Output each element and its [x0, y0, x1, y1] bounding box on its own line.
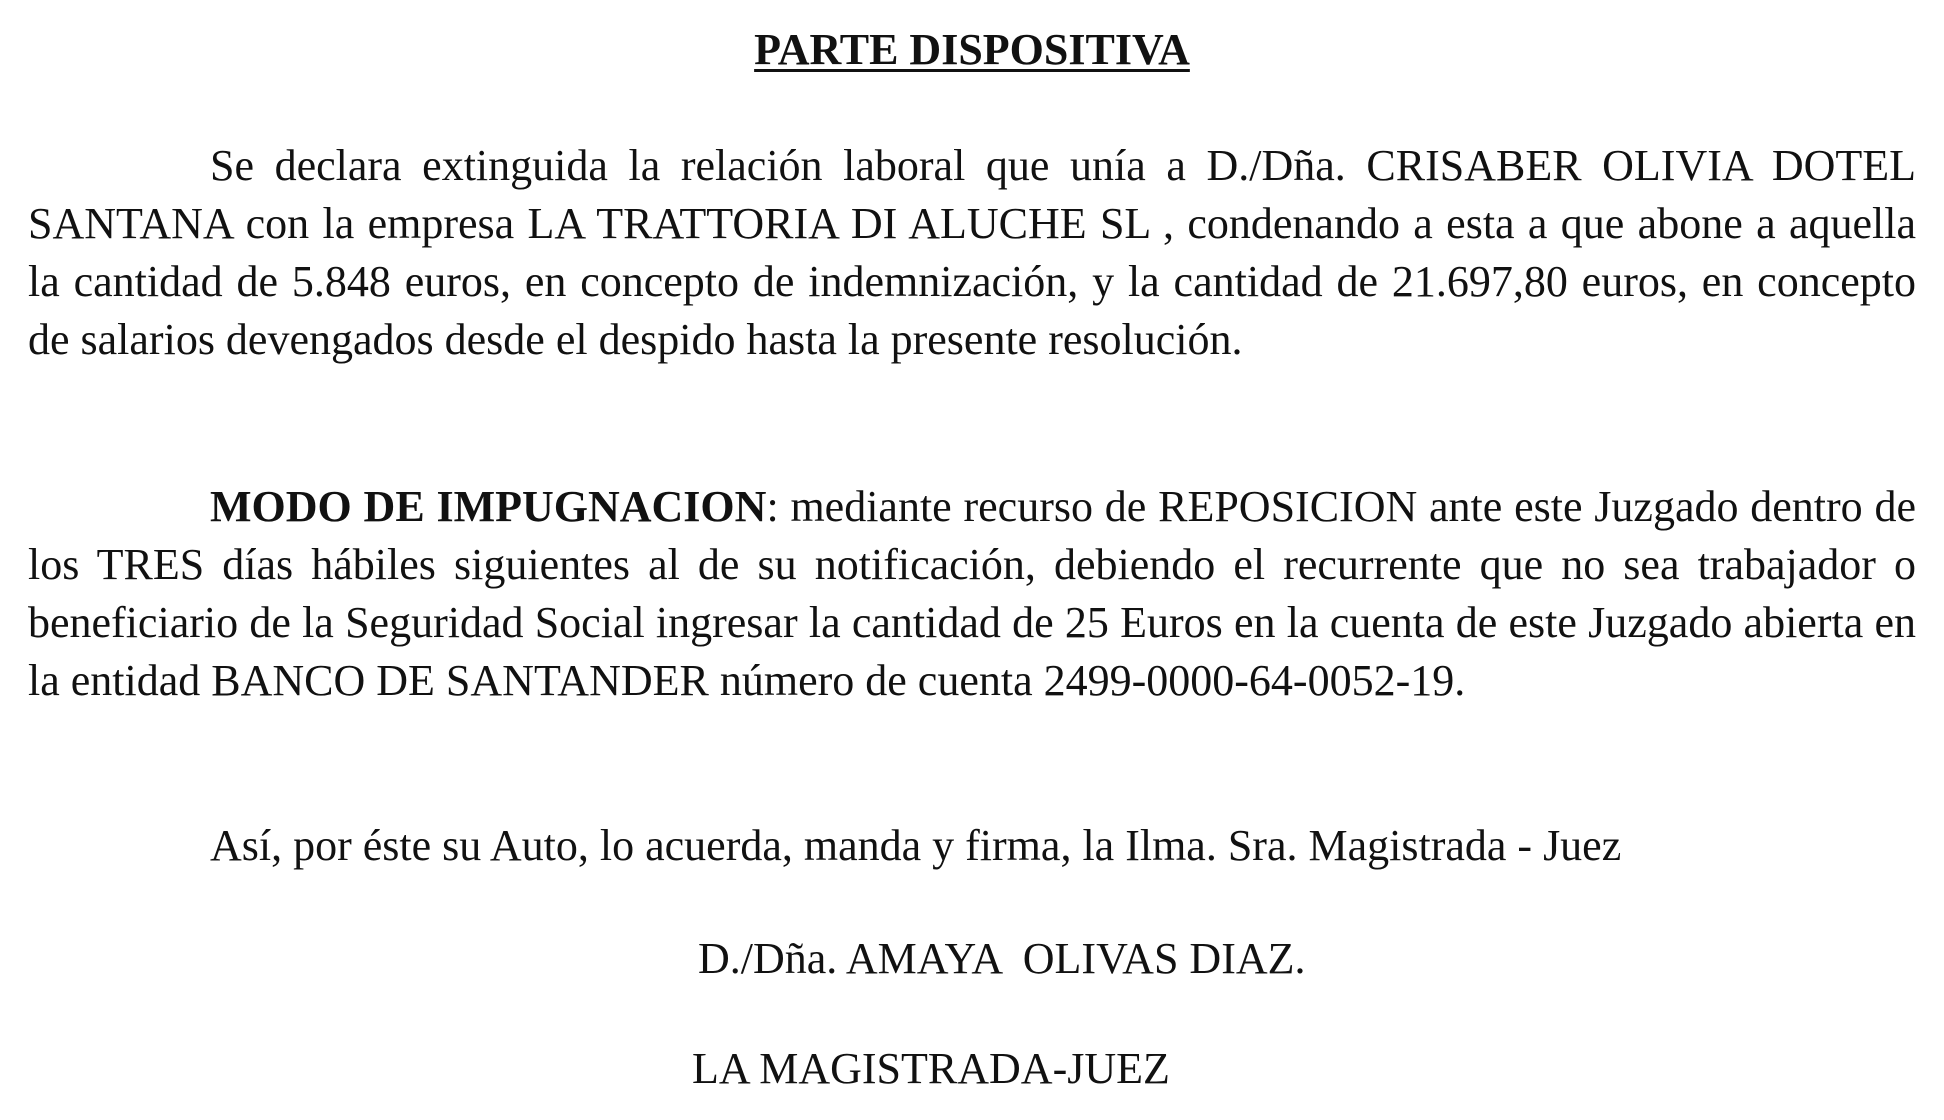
document-page — [28, 0, 1916, 1120]
signer-role: LA MAGISTRADA-JUEZ — [692, 1044, 1170, 1093]
signer-name: D./Dña. AMAYA OLIVAS DIAZ. — [698, 934, 1306, 983]
appeal-paragraph — [28, 478, 1916, 710]
appeal-text: : mediante recurso de REPOSICION ante este Juzgado dentro de los TRES días hábiles siguientes al de su notificación, debiendo el recurrente que no sea trabajador o beneficiario de la Seguridad Social ingresar la cantidad de 25 Euros en la cuenta de este Juzgado abierta en la entidad BANCO DE SANTANDER número de cuenta 2499-0000-64-0052-19. — [28, 482, 1916, 705]
document-heading: PARTE DISPOSITIVA — [754, 25, 1190, 74]
appeal-label: MODO DE IMPUGNACION — [210, 482, 767, 531]
operative-paragraph: Se declara extinguida la relación laboral que unía a D./Dña. CRISABER OLIVIA DOTEL SANTANA con la empresa LA TRATTORIA DI ALUCHE SL , condenando a esta a que abone a aquella la cantidad de 5.848 euros, en concepto de indemnización, y la cantidad de 21.697,80 euros, en concepto de salarios devengados desde el despido hasta la presente resolución. — [28, 141, 1916, 364]
closing-statement: Así, por éste su Auto, lo acuerda, manda y firma, la Ilma. Sra. Magistrada - Juez — [210, 821, 1622, 870]
